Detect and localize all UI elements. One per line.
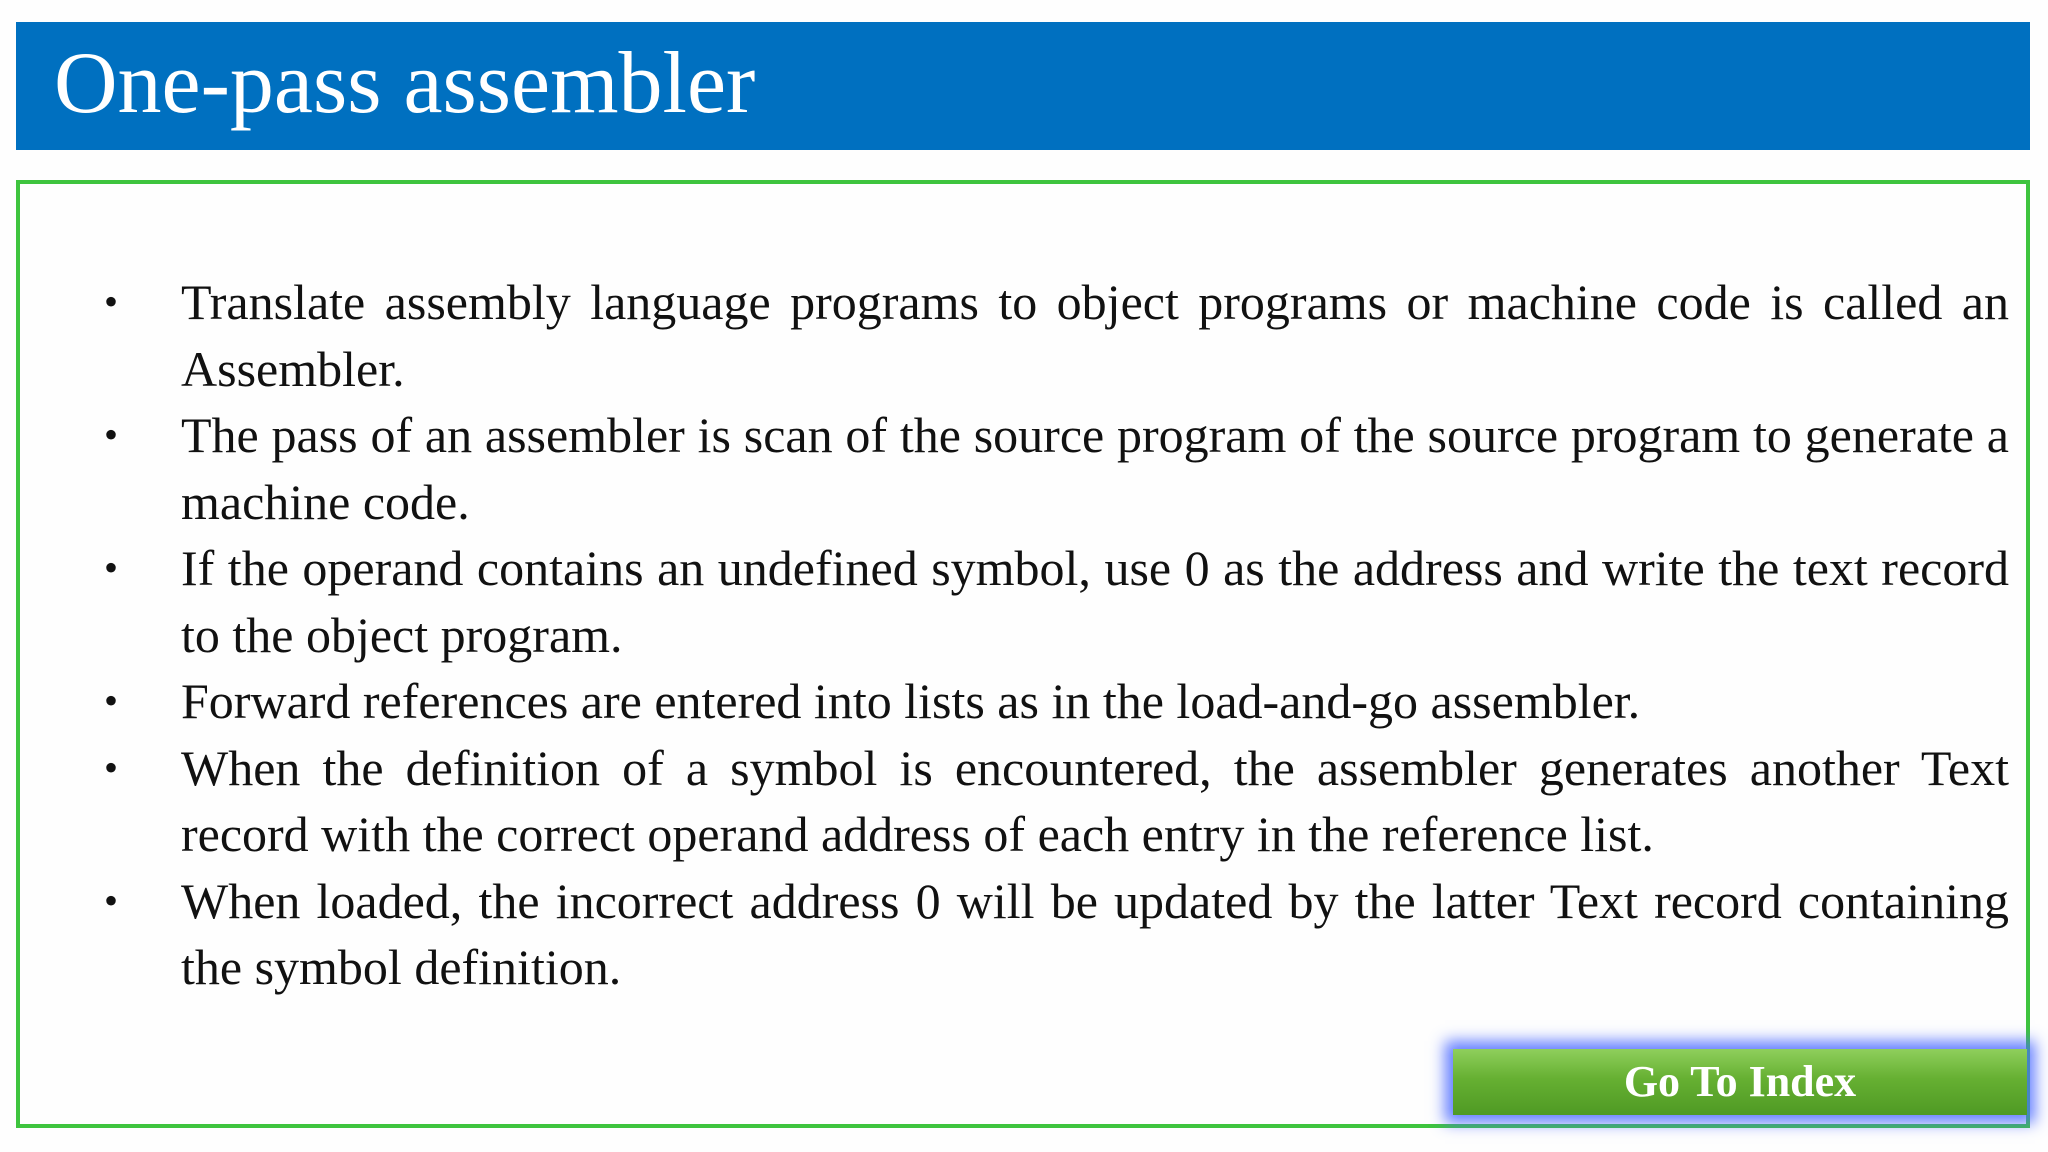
bullet-text: When the definition of a symbol is encountered, the assembler generates another Text record with the correct operand address of each entry in the reference list. [181, 739, 2009, 862]
bullet-text: Forward references are entered into lists as in the load-and-go assembler. [181, 673, 1641, 729]
bullet-item [103, 402, 2009, 535]
bullet-item [103, 735, 2009, 868]
content-frame [16, 180, 2030, 1128]
bullet-item [103, 535, 2009, 668]
bullet-icon: • [103, 744, 118, 790]
go-to-index-label: Go To Index [1623, 1057, 1857, 1106]
bullet-icon: • [103, 412, 118, 457]
bullet-item [103, 269, 2009, 402]
bullet-item [103, 668, 2009, 735]
bullet-list [103, 269, 2009, 1001]
bullet-item [103, 868, 2009, 1001]
bullet-icon: • [103, 279, 118, 324]
bullet-text: If the operand contains an undefined symbol, use 0 as the address and write the text record to the object program. [181, 540, 2009, 663]
bullet-text: Translate assembly language programs to object programs or machine code is called an Assembler. [181, 274, 2009, 397]
bullet-icon: • [103, 545, 118, 590]
bullet-icon: • [103, 678, 118, 723]
go-to-index-button[interactable] [1453, 1049, 2027, 1115]
bullet-icon: • [103, 877, 118, 923]
title-bar [16, 22, 2030, 150]
bullet-text: The pass of an assembler is scan of the source program of the source program to generate a machine code. [181, 407, 2009, 530]
bullet-text: When loaded, the incorrect address 0 will be updated by the latter Text record containing the symbol definition. [181, 872, 2009, 995]
slide-title: One-pass assembler [54, 35, 756, 132]
